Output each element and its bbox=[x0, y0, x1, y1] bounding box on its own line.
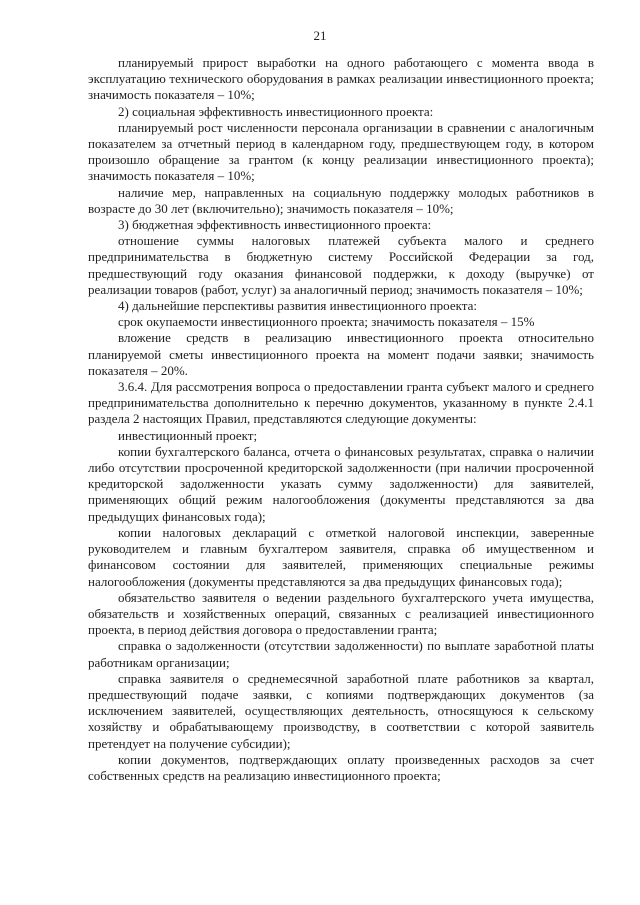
paragraph: наличие мер, направленных на социальную поддержку молодых работников в возрасте до 30 лет (включительно); значимость показателя – 10%; bbox=[88, 184, 594, 216]
paragraph: справка заявителя о среднемесячной заработной плате работников за квартал, предшествующий подаче заявки, с копиями подтверждающих документов (за исключением заявителей, осуществляющих деятельность, относящуюся к сельскому хозяйству и обрабатывающему производству, в соответствии с которой заявитель претендует на получение субсидии); bbox=[88, 670, 594, 751]
paragraph: планируемый прирост выработки на одного работающего с момента ввода в эксплуатацию технического оборудования в рамках реализации инвестиционного проекта; значимость показателя – 10%; bbox=[88, 55, 594, 103]
paragraph: копии бухгалтерского баланса, отчета о финансовых результатах, справка о наличии либо отсутствии просроченной кредиторской задолженности (при наличии просроченной кредиторской задолженности указать сумму задолженности) для заявителей, применяющих общий режим налогообложения (документы представляются за два предыдущих финансовых года); bbox=[88, 443, 594, 524]
paragraph: 3) бюджетная эффективность инвестиционного проекта: bbox=[118, 217, 432, 233]
paragraph: 4) дальнейшие перспективы развития инвестиционного проекта: bbox=[118, 298, 477, 314]
paragraph: вложение средств в реализацию инвестиционного проекта относительно планируемой сметы инвестиционного проекта на момент подачи заявки; значимость показателя – 20%. bbox=[88, 330, 594, 378]
paragraph: копии налоговых деклараций с отметкой налоговой инспекции, заверенные руководителем и главным бухгалтером заявителя, справка об имущественном и финансовом состоянии для заявителей, применяющих специальные режимы налогообложения (документы представляются за два предыдущих финансовых года); bbox=[88, 524, 594, 589]
page-number: 21 bbox=[313, 28, 327, 43]
document-body bbox=[88, 55, 594, 784]
paragraph: планируемый рост численности персонала организации в сравнении с аналогичным показателем за отчетный период в календарном году, предшествующем году, в котором произошло обращение за грантом (к концу реализации инвестиционного проекта); значимость показателя – 10%; bbox=[88, 119, 594, 184]
paragraph: обязательство заявителя о ведении раздельного бухгалтерского учета имущества, обязательств и хозяйственных операций, связанных с реализацией инвестиционного проекта, в период действия договора о предоставлении гранта; bbox=[88, 589, 594, 638]
paragraph: копии документов, подтверждающих оплату произведенных расходов за счет собственных средств на реализацию инвестиционного проекта; bbox=[88, 751, 594, 783]
paragraph: срок окупаемости инвестиционного проекта; значимость показателя – 15% bbox=[118, 314, 535, 330]
paragraph: справка о задолженности (отсутствии задолженности) по выплате заработной платы работникам организации; bbox=[88, 638, 594, 670]
paragraph: отношение суммы налоговых платежей субъекта малого и среднего предпринимательства в бюджетную систему Российской Федерации за год, предшествующий году оказания финансовой поддержки, к доходу (выручке) от реализации товаров (работ, услуг) за аналогичный период; значимость показателя – 10%; bbox=[88, 233, 594, 297]
paragraph: инвестиционный проект; bbox=[118, 427, 258, 443]
paragraph: 2) социальная эффективность инвестиционного проекта: bbox=[118, 103, 434, 119]
paragraph: 3.6.4. Для рассмотрения вопроса о предоставлении гранта субъект малого и среднего предпринимательства дополнительно к перечню документов, указанному в пункте 2.4.1 раздела 2 настоящих Правил, представляются следующие документы: bbox=[88, 379, 594, 427]
